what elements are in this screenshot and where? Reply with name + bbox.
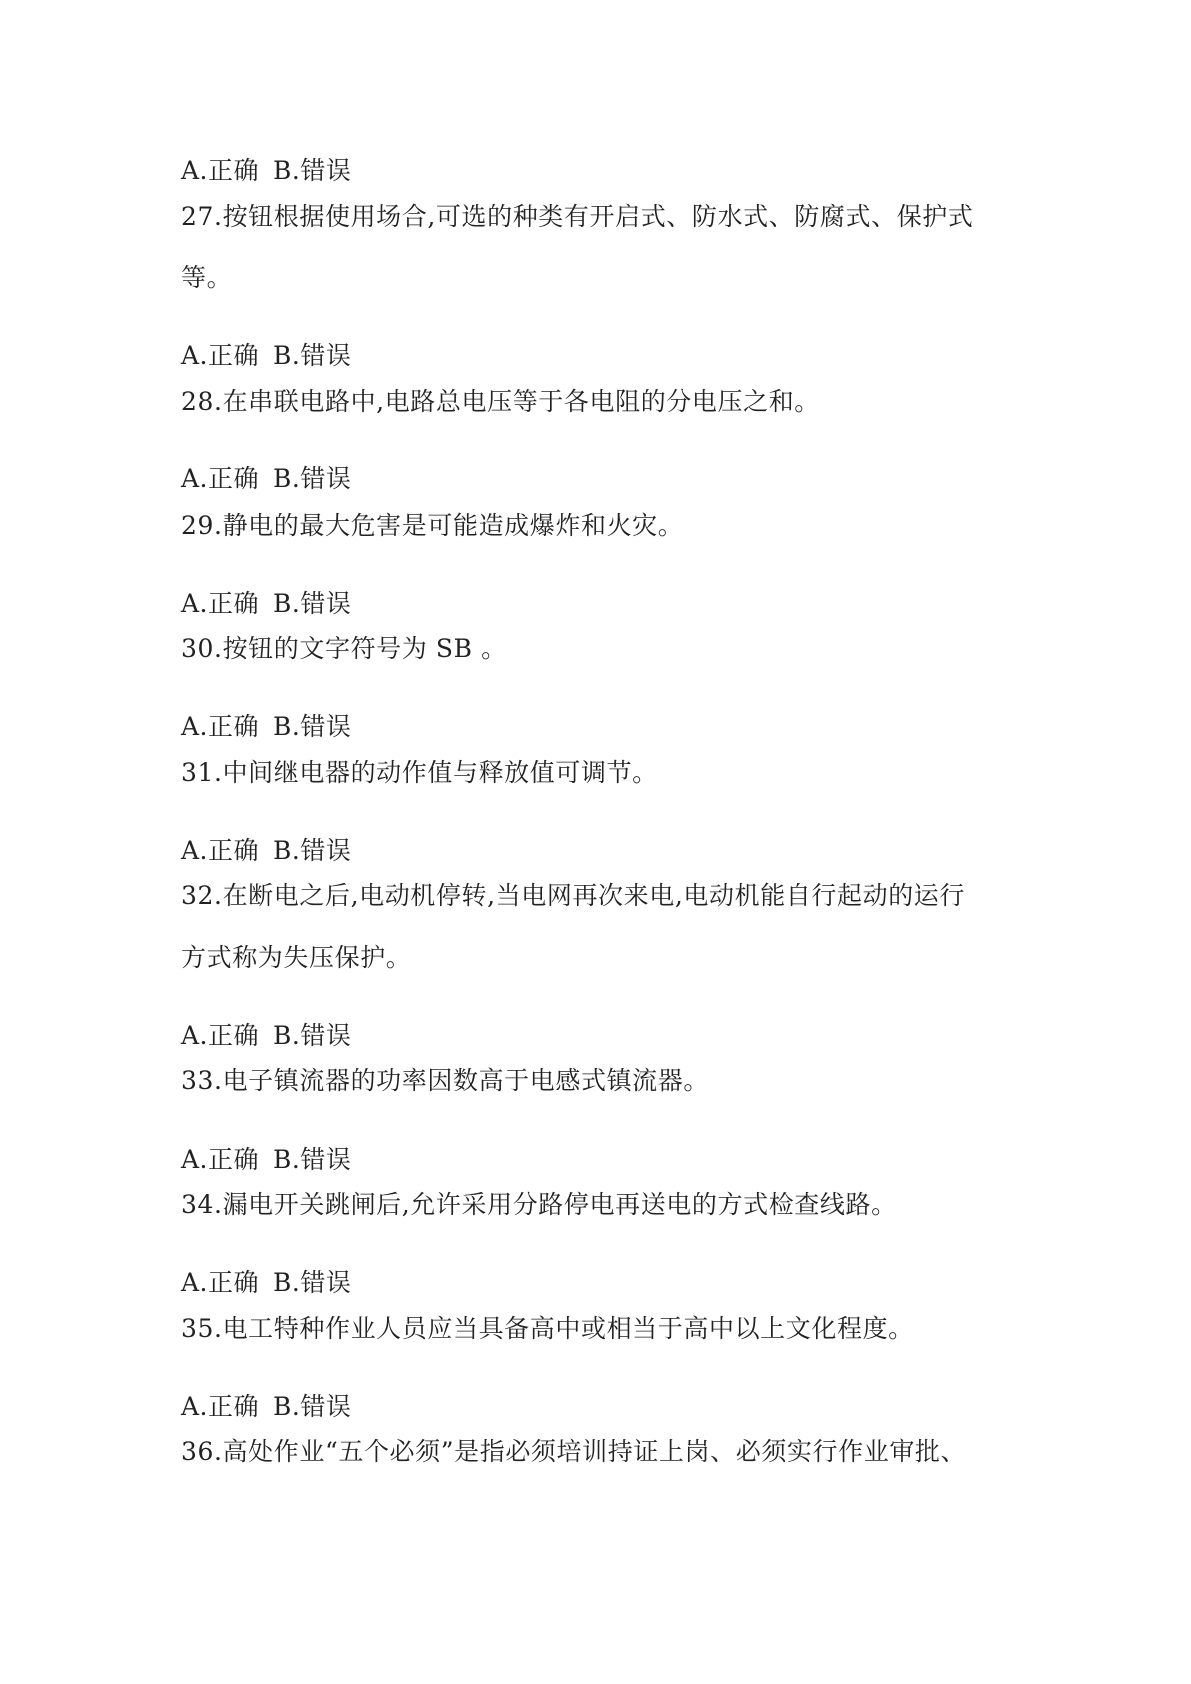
option-a: A.正确 (181, 156, 260, 185)
question-text: 方式称为失压保护。 (181, 943, 412, 972)
option-b: B.错误 (273, 1268, 352, 1297)
question-number: 33. (181, 1066, 223, 1095)
question-text: 等。 (181, 263, 233, 292)
question-text: 中间继电器的动作值与释放值可调节。 (222, 758, 658, 787)
question-number: 35. (181, 1314, 223, 1343)
question-34 (181, 1189, 897, 1221)
option-b: B.错误 (273, 1392, 352, 1421)
answer-options (181, 463, 351, 495)
question-text: 按钮根据使用场合,可选的种类有开启式、防水式、防腐式、保护式 (222, 202, 974, 231)
question-text: 电子镇流器的功率因数高于电感式镇流器。 (222, 1066, 709, 1095)
question-32 (181, 880, 965, 912)
question-number: 36. (181, 1437, 223, 1466)
option-a: A.正确 (181, 464, 260, 493)
answer-options (181, 1267, 351, 1299)
question-text: 电工特种作业人员应当具备高中或相当于高中以上文化程度。 (222, 1314, 914, 1343)
question-number: 31. (181, 758, 223, 787)
option-a: A.正确 (181, 1392, 260, 1421)
option-b: B.错误 (273, 1021, 352, 1050)
option-a: A.正确 (181, 836, 260, 865)
option-b: B.错误 (273, 836, 352, 865)
question-number: 30. (181, 634, 223, 663)
question-text: 在断电之后,电动机停转,当电网再次来电,电动机能自行起动的运行 (222, 881, 966, 910)
question-28 (181, 386, 820, 418)
question-33 (181, 1065, 709, 1097)
question-32-continuation (181, 942, 411, 974)
answer-options (181, 588, 351, 620)
question-number: 28. (181, 387, 223, 416)
answer-options (181, 835, 351, 867)
question-number: 29. (181, 511, 223, 540)
answer-options (181, 340, 351, 372)
option-a: A.正确 (181, 1268, 260, 1297)
question-27-continuation (181, 262, 232, 294)
answer-options (181, 711, 351, 743)
option-b: B.错误 (273, 712, 352, 741)
option-b: B.错误 (273, 1145, 352, 1174)
question-number: 34. (181, 1190, 223, 1219)
question-35 (181, 1313, 914, 1345)
question-30 (181, 633, 507, 665)
question-29 (181, 510, 683, 542)
question-number: 27. (181, 202, 223, 231)
option-b: B.错误 (273, 341, 352, 370)
option-b: B.错误 (273, 589, 352, 618)
answer-options (181, 155, 351, 187)
option-a: A.正确 (181, 589, 260, 618)
option-b: B.错误 (273, 156, 352, 185)
question-text: 静电的最大危害是可能造成爆炸和火灾。 (222, 511, 684, 540)
answer-options (181, 1020, 351, 1052)
question-text: 漏电开关跳闸后,允许采用分路停电再送电的方式检查线路。 (222, 1190, 897, 1219)
answer-options (181, 1144, 351, 1176)
question-text: 高处作业“五个必须”是指必须培训持证上岗、必须实行作业审批、 (222, 1437, 967, 1466)
option-a: A.正确 (181, 1021, 260, 1050)
option-b: B.错误 (273, 464, 352, 493)
question-number: 32. (181, 881, 223, 910)
question-27 (181, 201, 974, 233)
answer-options (181, 1391, 351, 1423)
question-36 (181, 1436, 966, 1468)
question-text: 在串联电路中,电路总电压等于各电阻的分电压之和。 (222, 387, 820, 416)
option-a: A.正确 (181, 712, 260, 741)
option-a: A.正确 (181, 1145, 260, 1174)
question-31 (181, 757, 658, 789)
option-a: A.正确 (181, 341, 260, 370)
question-text: 按钮的文字符号为 SB 。 (222, 634, 507, 663)
